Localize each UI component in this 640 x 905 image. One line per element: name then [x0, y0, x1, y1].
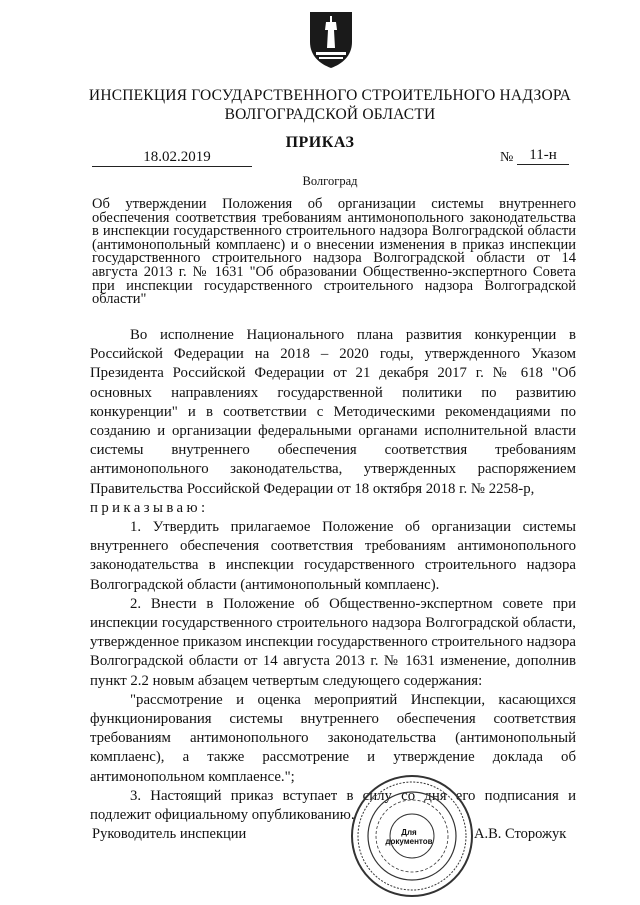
seal-line1: Для: [401, 828, 417, 837]
seal-center-text: [380, 828, 438, 846]
number-label: №: [500, 150, 514, 165]
order-item-1: 1. Утвердить прилагаемое Положение об организации системы внутреннего обеспечения соответствия требованиям антимонопольного законодательства в инспекции государственного строительного надзора Волгоградской области (антимонопольный комплаенс).: [90, 519, 576, 593]
order-item-3: 3. Настоящий приказ вступает в силу со дня его подписания и подлежит официальному опубликованию.: [90, 787, 576, 824]
quoted-amendment: "рассмотрение и оценка мероприятий Инспекции, касающихся функционирования системы внутреннего обеспечения соответствия требованиям антимонопольного законодательства (антимонопольный комплаенс), а также рассмотрение и утверждение доклада об антимонопольном комплаенсе.";: [90, 691, 576, 785]
organization-name-line2: ВОЛГОГРАДСКОЙ ОБЛАСТИ: [224, 106, 436, 123]
document-date: 18.02.2019: [92, 148, 252, 167]
document-title: ПРИКАЗ: [285, 134, 355, 151]
order-subject: Об утверждении Положения об организации системы внутреннего обеспечения соответствия требованиям антимонопольного законодательства в инспекции государственного строительного надзора Волгоградской области (антимонопольный комплаенс) и о внесении изменения в приказ инспекции государственного строительного надзора Волгоградской области от 14 августа 2013 г. № 1631 "Об образовании Общественно-экспертного Совета при инспекции государственного строительного надзора Волгоградской области": [92, 196, 576, 308]
coat-of-arms-icon: [306, 8, 356, 70]
signatory-name: А.В. Сторожук: [474, 826, 567, 842]
order-word: приказываю:: [90, 499, 209, 516]
preamble-paragraph: Во исполнение Национального плана развития конкуренции в Российской Федерации на 2018 – 2020 годы, утвержденного Указом Президента Российской Федерации от 21 декабря 2017 г. № 618 "Об основных направлениях государственной политики по развитию конкуренции" и в соответствии с Методическими рекомендациями по созданию и организации федеральными органами исполнительной власти системы внутреннего обеспечения соответствия требованиям антимонопольного законодательства, утвержденных распоряжением Правительства Российской Федерации от 18 октября 2018 г. № 2258-р,: [90, 327, 576, 497]
order-body: [90, 326, 576, 825]
city-name: Волгоград: [302, 174, 358, 188]
document-number: 11-н: [517, 146, 569, 165]
organization-name-line1: ИНСПЕКЦИЯ ГОСУДАРСТВЕННОГО СТРОИТЕЛЬНОГО НАДЗОРА: [88, 87, 572, 104]
seal-line2: документов: [385, 837, 433, 846]
signatory-position: Руководитель инспекции: [92, 826, 247, 842]
order-item-2: 2. Внести в Положение об Общественно-экспертном совете при инспекции государственного строительного надзора Волгоградской области, утвержденное приказом инспекции государственного строительного надзора Волгоградской области от 14 августа 2013 г. № 1631 изменение, дополнив пункт 2.2 новым абзацем четвертым следующего содержания:: [90, 595, 576, 689]
